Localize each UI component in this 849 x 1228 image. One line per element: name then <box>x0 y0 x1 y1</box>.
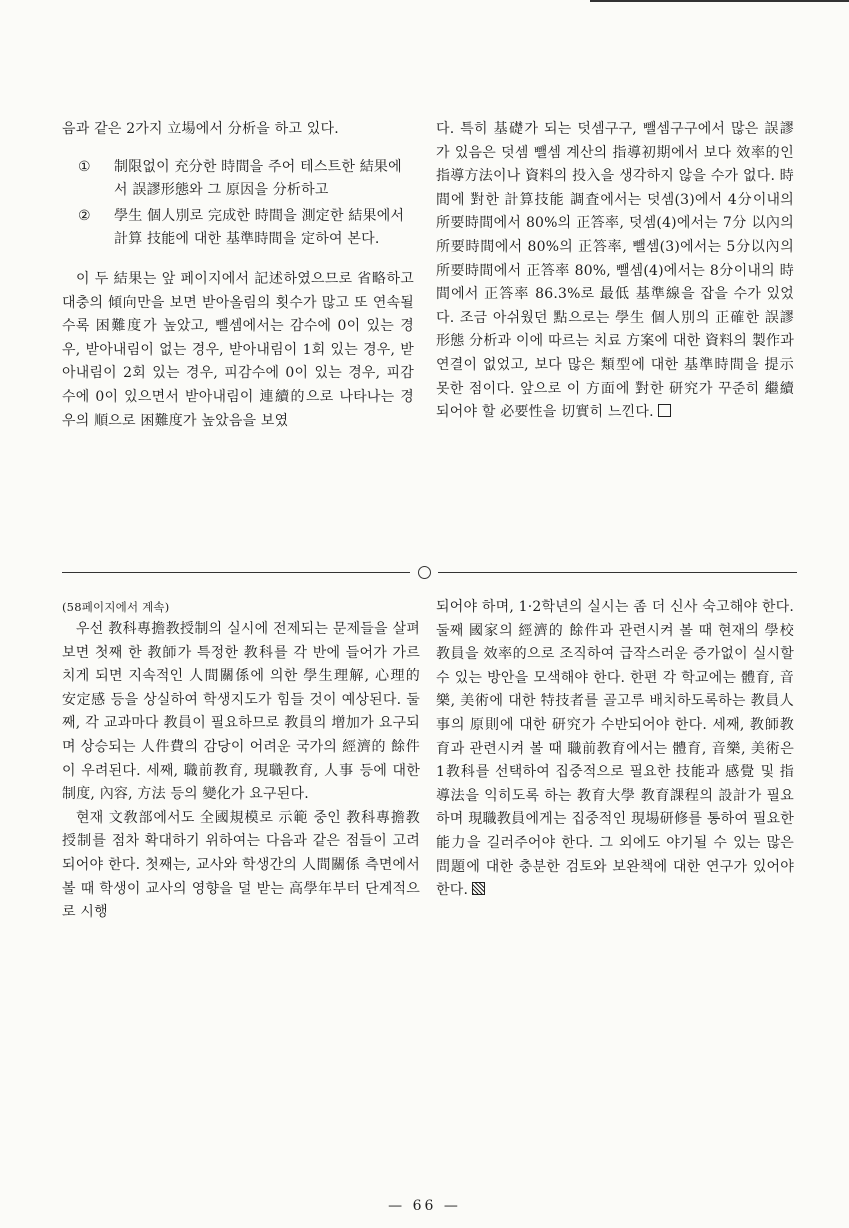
paragraph <box>436 596 794 903</box>
divider-line <box>62 572 410 573</box>
paragraph: 현재 文敎部에서도 全國規模로 示範 중인 教科專擔教授制를 점차 확대하기 위하여는 다음과 같은 점들이 고려되어야 한다. 첫째는, 교사와 학생간의 人間關係 측면에서 볼 때 학생이 교사의 영향을 덜 받는 高學年부터 단계적으로 시행 <box>62 809 420 921</box>
paragraph: 이 두 結果는 앞 페이지에서 記述하였으므로 省略하고 대충의 傾向만을 보면 받아올림의 횟수가 많고 또 연속될수록 困難度가 높았고, 뺄셈에서는 감수에 0이 있는 경우, 받아내림이 없는 경우, 받아내림이 1회 있는 경우, 받아내림이 2회 있는 경우, 피감수에 0이 있는 경우, 피감수에 0이 있으면서 받아내림이 連續的으로 나타나는 경우의 順으로 困難度가 높았음을 보였 <box>62 270 414 429</box>
divider-circle-icon <box>418 566 431 579</box>
column-top-left <box>62 118 414 433</box>
column-bottom-right <box>436 596 794 903</box>
intro-line: 음과 같은 2가지 立場에서 分析을 하고 있다. <box>62 121 339 137</box>
paragraph <box>436 118 794 425</box>
list-item <box>62 205 414 252</box>
end-mark-icon <box>472 882 485 895</box>
paragraph-text: 다. 특히 基礎가 되는 덧셈구구, 뺄셈구구에서 많은 誤謬가 있음은 덧셈 뺄셈 계산의 指導初期에서 보다 效率的인 指導方法이나 資料의 投入을 생각하지 않을 수가 없다. 時間에 對한 計算技能 調査에서는 덧셈(3)에서 4分이내의 所要時間에서 80%의 正答率, 덧셈(4)에서는 7分 以內의 所要時間에서 80%의 正答率, 뺄셈(3)에서는 5分以內의 所要時間에서 正答率 80%, 뺄셈(4)에서는 8分이내의 時間에서 正答率 86.3%로 最低 基準線을 잡을 수가 있었다. 조금 아쉬웠던 點으로는 學生 個人別의 正確한 誤謬形態 分析과 이에 따르는 치료 方案에 대한 資料의 製作과 연결이 없었고, 보다 많은 類型에 대한 基準時間을 提示 못한 점이다. 앞으로 이 方面에 對한 研究가 꾸준히 繼續되어야 할 必要性을 切實히 느낀다. <box>436 121 794 421</box>
divider-line <box>438 572 797 573</box>
list-text: 制限없이 充分한 時間을 주어 테스트한 結果에서 誤謬形態와 그 原因을 分析하고 <box>114 158 402 199</box>
section-divider <box>62 567 797 579</box>
paragraph: 우선 教科專擔教授制의 실시에 전제되는 문제들을 살펴보면 첫째 한 教師가 특정한 教科를 각 반에 들어가 가르치게 되면 지속적인 人間關係에 의한 學生理解, 心理的 安定感 등을 상실하여 학생지도가 힘들 것이 예상된다. 둘째, 각 교과마다 教員이 필요하므로 教員의 增加가 요구되며 상승되는 人件費의 감당이 어려운 국가의 經濟的 餘件이 우려된다. 세째, 職前教育, 現職教育, 人事 등에 대한 制度, 內容, 方法 등의 變化가 요구된다. <box>62 621 420 803</box>
column-bottom-left <box>62 596 420 925</box>
list-number: ② <box>78 207 91 224</box>
top-rule <box>590 0 849 2</box>
end-mark-icon <box>658 404 671 417</box>
list-item <box>62 156 414 203</box>
list-number: ① <box>78 158 91 175</box>
column-top-right <box>436 118 794 425</box>
numbered-list <box>62 156 414 252</box>
continued-note: (58페이지에서 계속) <box>62 600 170 614</box>
page-number: — 66 — <box>388 1198 461 1214</box>
list-text: 學生 個人別로 完成한 時間을 測定한 結果에서 計算 技能에 대한 基準時間을 定하여 본다. <box>114 207 405 248</box>
paragraph-text: 되어야 하며, 1·2학년의 실시는 좀 더 신사 숙고해야 한다. 둘째 國家의 經濟的 餘件과 관련시켜 볼 때 현재의 學校 教員을 效率的으로 조직하여 급작스러운 증가없이 실시할 수 있는 방안을 모색해야 한다. 한편 각 학교에는 體育, 音樂, 美術에 대한 特技者를 골고루 배치하도록하는 教員人事의 原則에 대한 研究가 수반되어야 한다. 세째, 教師教育과 관련시켜 볼 때 職前教育에서는 體育, 音樂, 美術은 1教科를 선택하여 집중적으로 필요한 技能과 感覺 및 指導法을 익히도록 하는 教育大學 教育課程의 設計가 필요하며 現職教員에게는 집중적인 現場研修를 통하여 필요한 能力을 길러주어야 한다. 그 외에도 야기될 수 있는 많은 問題에 대한 충분한 검토와 보완책에 대한 연구가 있어야 한다. <box>436 599 794 899</box>
